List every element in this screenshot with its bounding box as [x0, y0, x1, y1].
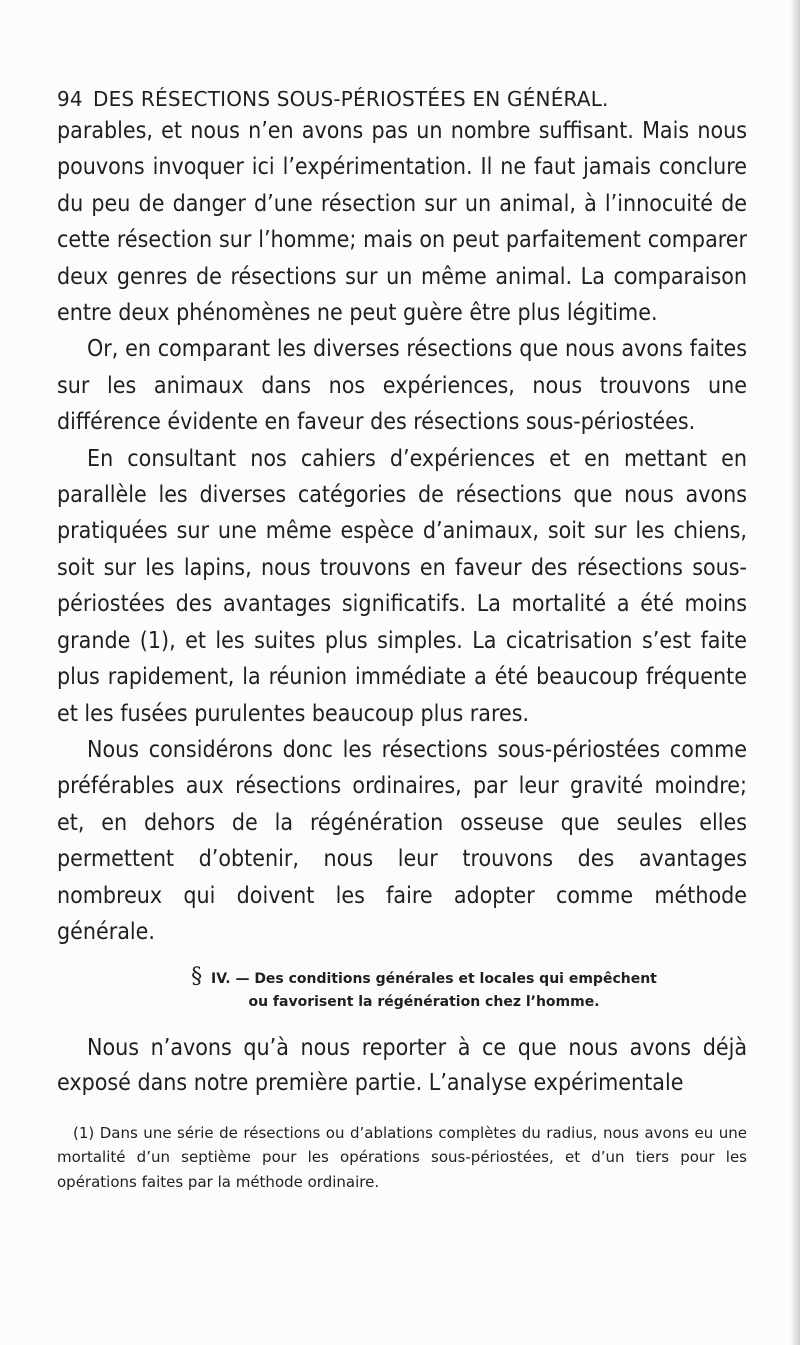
section-symbol: § — [191, 964, 203, 989]
section-dash: — — [235, 971, 250, 987]
section-title-part-2: ou favorisent la régénération chez l’homme. — [248, 994, 600, 1010]
paragraph-experiments: En consultant nos cahiers d’expériences et en mettant en parallèle les diverses catégories de résections que nous avons pratiquées sur une même espèce d’animaux, soit sur les chiens, soit sur les lapins, nous trouvons en faveur des résections sous-périostées des avantages significatifs. La mortalité a été moins grande (1), et les suites plus simples. La cicatrisation s’est faite plus rapidement, la réunion immédiate a été beaucoup fréquente et les fusées purulentes beaucoup plus rares. — [57, 445, 747, 727]
section-heading-line-1 — [118, 965, 730, 991]
paragraph-comparison: Or, en comparant les diverses résections que nous avons faites sur les animaux dans nos expériences, nous trouvons une différence évidente en faveur des résections sous-périostées. — [57, 336, 747, 436]
footnote: (1) Dans une série de résections ou d’ablations complètes du radius, nous avons eu une mortalité d’un septième pour les opérations sous-périostées, et d’un tiers pour les opérations faites par la méthode ordinaire. — [57, 1124, 747, 1191]
running-header — [57, 82, 747, 116]
chapter-header-title: DES RÉSECTIONS SOUS-PÉRIOSTÉES EN GÉNÉRAL. — [93, 87, 609, 111]
page-edge-shadow — [790, 0, 800, 1345]
section-heading — [118, 965, 730, 1014]
page-number: 94 — [57, 87, 83, 111]
paragraph-analysis: Nous n’avons qu’à nous reporter à ce que nous avons déjà exposé dans notre première partie. L’analyse expérimentale — [57, 1035, 747, 1096]
section-number: IV. — [211, 971, 231, 987]
paragraph-conclusion: Nous considérons donc les résections sous-périostées comme préférables aux résections ordinaires, par leur gravité moindre; et, en dehors de la régénération osseuse que seules elles permettent d’obtenir, nous leur trouvons des avantages nombreux qui doivent les faire adopter comme méthode générale. — [57, 736, 747, 945]
paragraph-continuation: parables, et nous n’en avons pas un nombre suffisant. Mais nous pouvons invoquer ici l’expérimentation. Il ne faut jamais conclure du peu de danger d’une résection sur un animal, à l’innocuité de cette résection sur l’homme; mais on peut parfaitement comparer deux genres de résections sur un même animal. La comparaison entre deux phénomènes ne peut guère être plus légitime. — [57, 118, 747, 327]
section-opening-paragraph — [57, 1031, 747, 1101]
section-title-part-1: Des conditions générales et locales qui empêchent — [254, 971, 657, 987]
main-text — [57, 113, 747, 950]
